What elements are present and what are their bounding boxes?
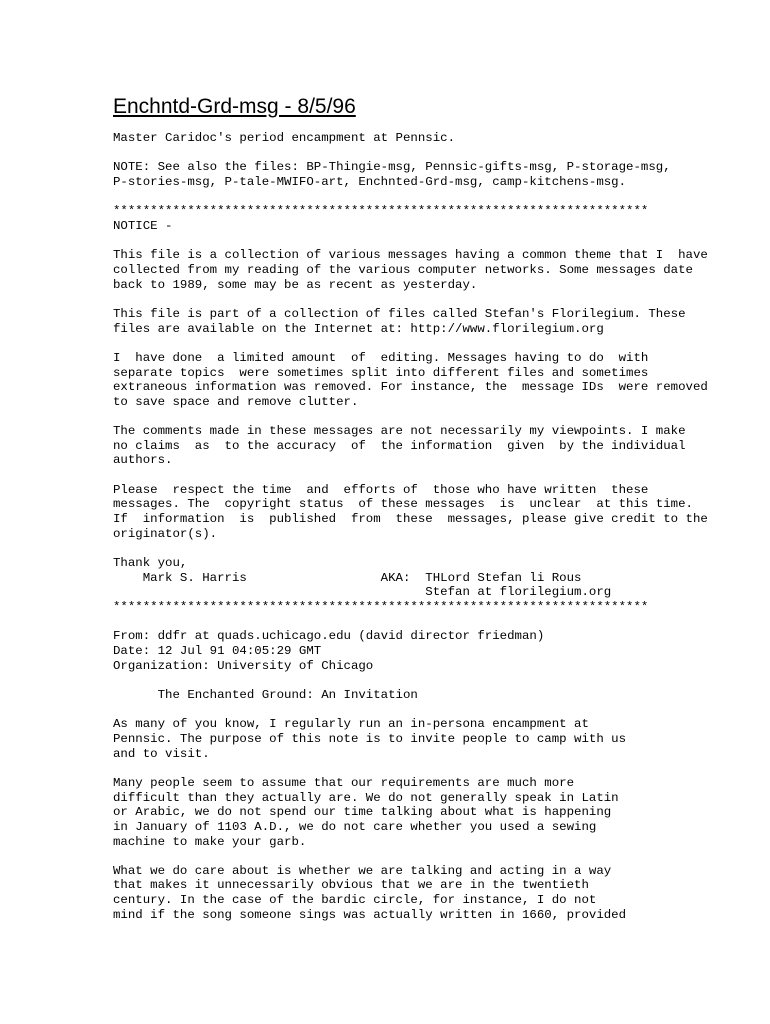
document-title: Enchntd-Grd-msg - 8/5/96 <box>113 95 356 118</box>
document-page <box>113 92 753 922</box>
document-body: Master Caridoc's period encampment at Pennsic. NOTE: See also the files: BP-Thingie-msg, Pennsic-gifts-msg, P-storage-msg, P-stories-msg, P-tale-MWIFO-art, Enchnted-Grd-msg, camp-kitchens-msg. ************************************************************************ NOTICE - This file is a collection of various messages having a common theme that I have collected from my reading of the various computer networks. Some messages date back to 1989, some may be as recent as yesterday. This file is part of a collection of files called Stefan's Florilegium. These files are available on the Internet at: http://www.florilegium.org I have done a limited amount of editing. Messages having to do with separate topics were sometimes split into different files and sometimes extraneous information was removed. For instance, the message IDs were removed to save space and remove clutter. The comments made in these messages are not necessarily my viewpoints. I make no claims as to the accuracy of the information given by the individual authors. Please respect the time and efforts of those who have written these messages. The copyright status of these messages is unclear at this time. If information is published from these messages, please give credit to the originator(s). Thank you, Mark S. Harris AKA: THLord Stefan li Rous Stefan at florilegium.org ************************************************************************ From: ddfr at quads.uchicago.edu (david director friedman) Date: 12 Jul 91 04:05:29 GMT Organization: University of Chicago The Enchanted Ground: An Invitation As many of you know, I regularly run an in-persona encampment at Pennsic. The purpose of this note is to invite people to camp with us and to visit. Many people seem to assume that our requirements are much more difficult than they actually are. We do not generally speak in Latin or Arabic, we do not spend our time talking about what is happening in January of 1103 A.D., we do not care whether you used a sewing machine to make your garb. What we do care about is whether we are talking and acting in a way that makes it unnecessarily obvious that we are in the twentieth century. In the case of the bardic circle, for instance, I do not mind if the song someone sings was actually written in 1660, provided <box>113 131 708 922</box>
